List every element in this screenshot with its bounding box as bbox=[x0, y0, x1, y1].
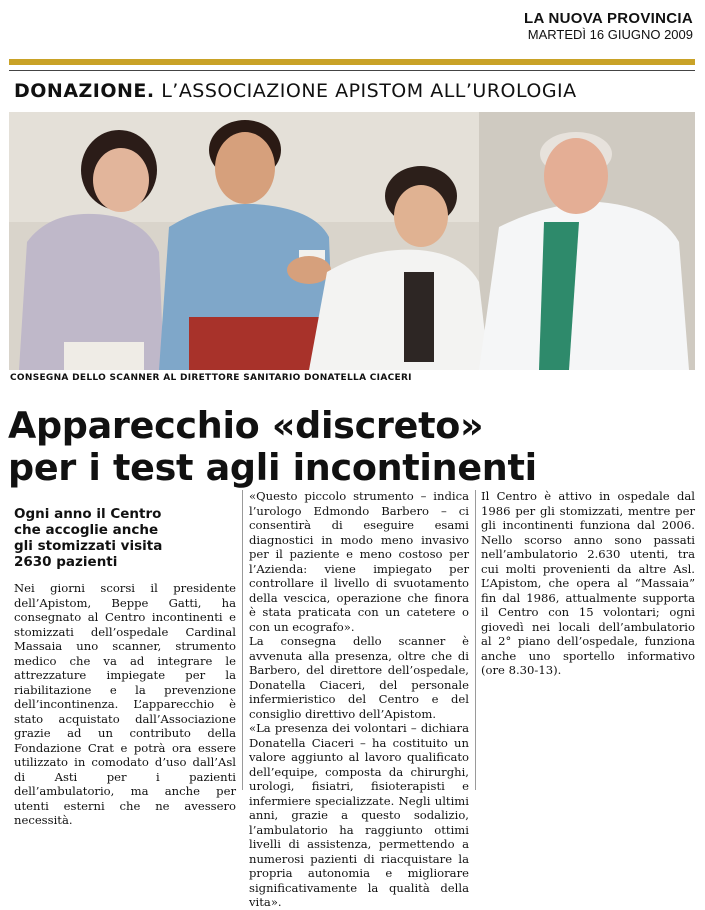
paragraph: «La presenza dei volontari – dichiara Donatella Ciaceri – ha costituito un valore aggiunto al lavoro qualificato dell’equipe, composta da chirurghi, urologi, fisiatri, fisioterapisti e infermiere specializzate. Negli ultimi anni, grazie a questo sodalizio, l’ambulatorio ha raggiunto ottimi livelli di assistenza, permettendo a numerosi pazienti di riacquistare la propria autonomia e migliorare significativamente la qualità della vita». bbox=[249, 721, 469, 909]
section-heading: L’ASSOCIAZIONE APISTOM ALL’UROLOGIA bbox=[161, 80, 577, 102]
masthead bbox=[524, 10, 693, 42]
article-column-2 bbox=[249, 489, 469, 910]
publication-date: MARTEDÌ 16 GIUGNO 2009 bbox=[527, 27, 693, 42]
headline bbox=[8, 405, 537, 489]
paragraph: La consegna dello scanner è avvenuta alla presenza, oltre che di Barbero, del direttore dell’ospedale, Donatella Ciaceri, del personale infermieristico del Centro e del consiglio direttivo dell’Apistom. bbox=[249, 634, 469, 721]
photo-caption: CONSEGNA DELLO SCANNER AL DIRETTORE SANITARIO DONATELLA CIACERI bbox=[10, 373, 412, 383]
paragraph: «Questo piccolo strumento – indica l’urologo Edmondo Barbero – ci consentirà di eseguire esami diagnostici in modo meno invasivo per il paziente e meno costoso per l’Azienda: viene impiegato per controllare il livello di svuotamento della vescica, operazione che finora è stata praticata con un catetere o con un ecografo». bbox=[249, 489, 469, 634]
article-column-3 bbox=[481, 489, 695, 678]
subhead-line-1: Ogni anno il Centro bbox=[14, 506, 162, 522]
section-kicker: DONAZIONE. bbox=[14, 80, 155, 102]
section-title bbox=[14, 80, 577, 102]
article-column-1 bbox=[14, 581, 236, 828]
paragraph: Il Centro è attivo in ospedale dal 1986 per gli stomizzati, mentre per gli incontinenti funziona dal 2006. Nello scorso anno sono passati nell’ambulatorio 2.630 utenti, tra cui molti provenienti da altre Asl. L’Apistom, che opera al “Massaia” fin dal 1986, attualmente supporta il Centro con 15 volontari; ogni giovedì nei locali dell’ambulatorio al 2° piano dell’ospedale, funziona anche uno sportello informativo (ore 8.30-13). bbox=[481, 489, 695, 677]
subheadline bbox=[14, 506, 234, 570]
thin-divider bbox=[9, 70, 695, 71]
gold-divider bbox=[9, 59, 695, 65]
headline-line-2: per i test agli incontinenti bbox=[8, 446, 537, 489]
headline-line-1: Apparecchio «discreto» bbox=[8, 404, 484, 447]
subhead-line-3: gli stomizzati visita bbox=[14, 538, 163, 554]
column-divider bbox=[242, 490, 243, 790]
paragraph: Nei giorni scorsi il presidente dell’Apistom, Beppe Gatti, ha consegnato al Centro incontinenti e stomizzati dell’ospedale Cardinal Massaia uno scanner, strumento medico che va ad integrare le attrezzature impiegate per la riabilitazione e la prevenzione dell’incontinenza. L’apparecchio è stato acquistato dall’Associazione grazie ad un contributo della Fondazione Crat e potrà ora essere utilizzato in comodato d’uso dall’Asl di Asti per i pazienti dell’ambulatorio, ma anche per utenti esterni che ne avessero necessità. bbox=[14, 581, 236, 827]
subhead-line-2: che accoglie anche bbox=[14, 522, 159, 538]
column-divider bbox=[475, 490, 476, 790]
article-photo bbox=[9, 112, 695, 370]
newspaper-name: LA NUOVA PROVINCIA bbox=[523, 10, 693, 27]
subhead-line-4: 2630 pazienti bbox=[14, 554, 118, 570]
